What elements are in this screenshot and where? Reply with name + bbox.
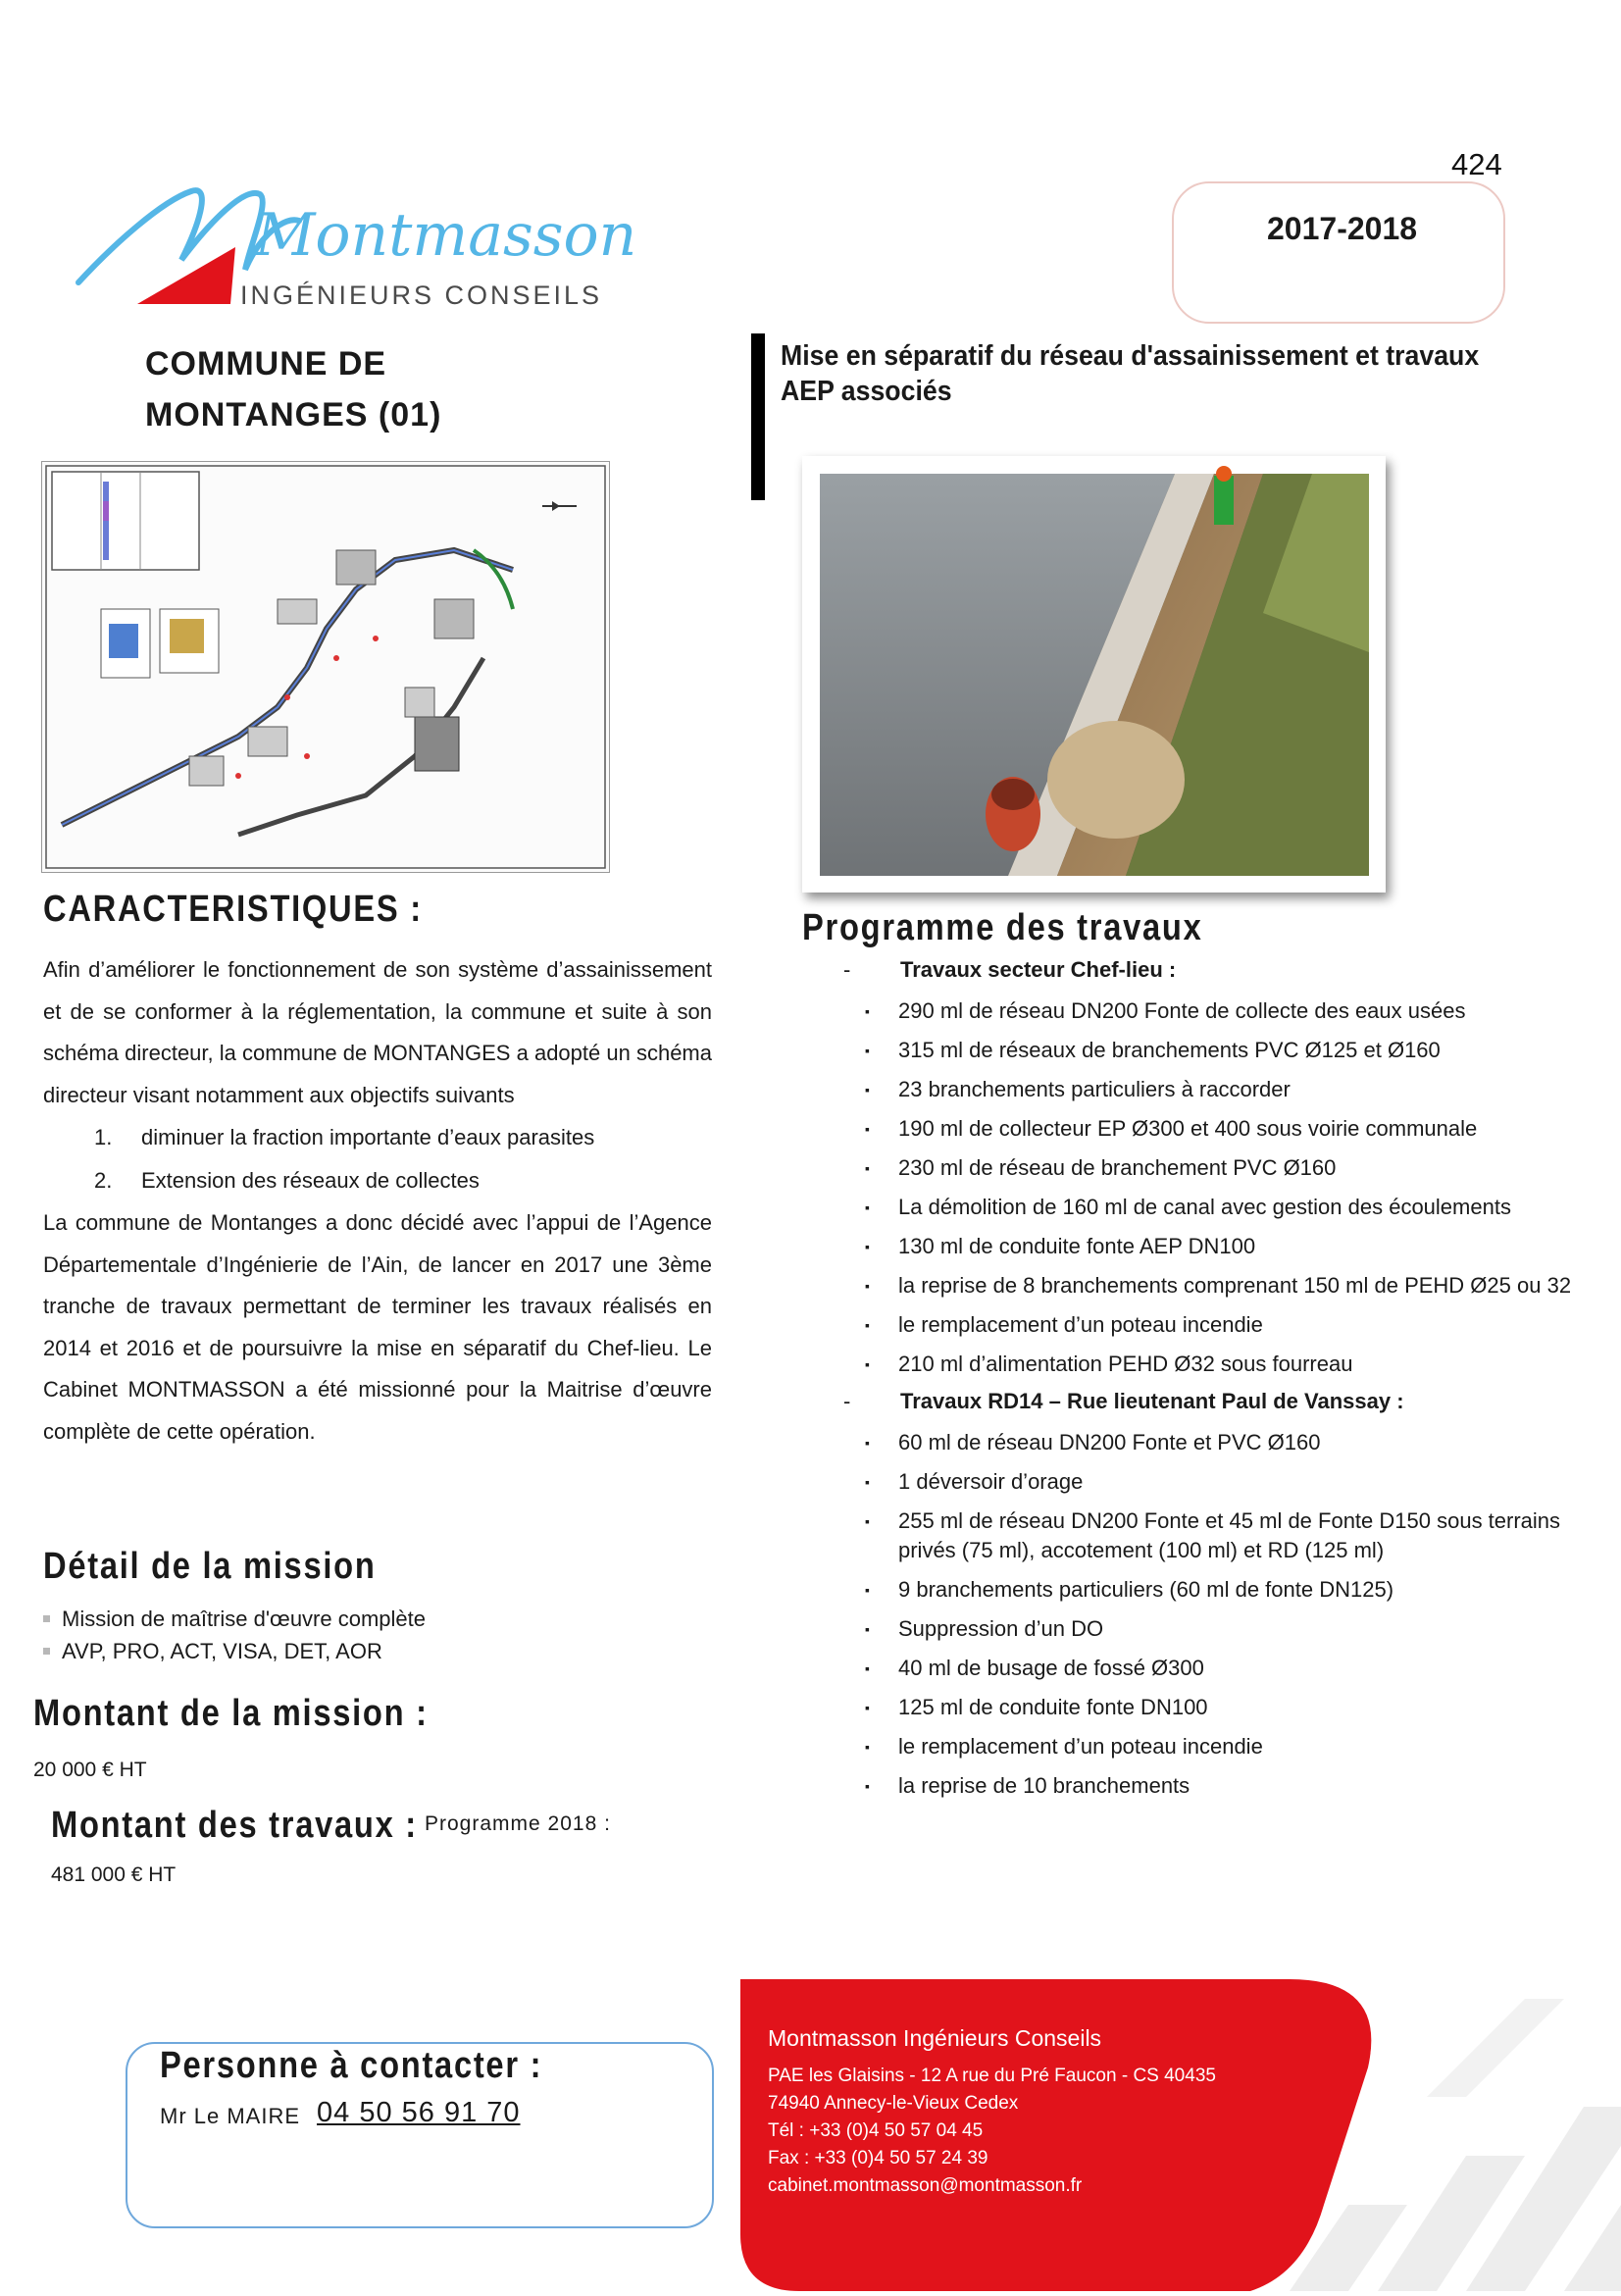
dash-icon: -: [843, 1389, 851, 1413]
objective-number: 2.: [94, 1168, 113, 1193]
programme-item-text: La démolition de 160 ml de canal avec gestion des écoulements: [898, 1195, 1511, 1219]
montant-mission-value: 20 000 € HT: [33, 1759, 147, 1781]
programme-item: [843, 1467, 1589, 1497]
programme-item: [843, 1654, 1589, 1683]
programme-item: [843, 1771, 1589, 1801]
programme-section-heading: [843, 957, 1589, 996]
bullet-icon: ▪: [865, 1043, 870, 1058]
mission-heading: Détail de la mission: [43, 1546, 377, 1587]
footer-phone-line: Tél : +33 (0)4 50 57 04 45: [768, 2120, 984, 2141]
mission-list: [43, 1603, 426, 1667]
page-number: 424: [1451, 147, 1502, 181]
programme-item: [843, 1350, 1589, 1379]
programme-section-heading: [843, 1389, 1589, 1428]
logo-subtitle: INGÉNIEURS CONSEILS: [240, 281, 603, 310]
footer-address-line: PAE les Glaisins - 12 A rue du Pré Faucon - CS 40435: [768, 2066, 1216, 2086]
montant-travaux-heading: Montant des travaux :: [51, 1805, 418, 1846]
programme-section-label: Travaux secteur Chef-lieu :: [900, 957, 1177, 982]
footer-address-line: 74940 Annecy-le-Vieux Cedex: [768, 2093, 1019, 2114]
programme-item-text: la reprise de 8 branchements comprenant 150 ml de PEHD Ø25 ou 32: [898, 1273, 1572, 1298]
bullet-icon: ▪: [865, 1278, 870, 1294]
programme-item-text: 23 branchements particuliers à raccorder: [898, 1077, 1291, 1101]
montant-travaux-value: 481 000 € HT: [51, 1863, 177, 1886]
commune-line-1: COMMUNE DE: [145, 345, 387, 383]
programme-item: [843, 1732, 1589, 1761]
footer-address: [768, 2063, 1216, 2200]
bullet-icon: ▪: [865, 1660, 870, 1676]
logo-wordmark: Montmasson: [255, 201, 637, 270]
commune-title: [145, 338, 441, 440]
bullet-icon: ▪: [865, 1239, 870, 1254]
programme-item: [843, 1075, 1589, 1104]
bullet-icon: ▪: [865, 1700, 870, 1715]
programme-item: [843, 1693, 1589, 1722]
footer-fax-line: Fax : +33 (0)4 50 57 24 39: [768, 2148, 988, 2168]
objective-item: [43, 1116, 712, 1159]
programme-item: [843, 1193, 1589, 1222]
programme-item: [843, 1271, 1589, 1301]
programme-item: [843, 1614, 1589, 1644]
programme-item-text: 190 ml de collecteur EP Ø300 et 400 sous voirie communale: [898, 1116, 1478, 1141]
contact-phone[interactable]: 04 50 56 91 70: [317, 2097, 521, 2128]
programme-item-text: la reprise de 10 branchements: [898, 1773, 1190, 1798]
bullet-icon: [43, 1615, 50, 1622]
site-plan-drawing: [42, 462, 609, 872]
caracteristiques-intro: Afin d’améliorer le fonctionnement de son système d’assainissement et de se conformer à la réglementation, la commune et suite à son schéma directeur, la commune de MONTANGES a adopté un schéma directeur visant notamment aux objectifs suivants: [43, 957, 712, 1107]
programme-item-text: 315 ml de réseaux de branchements PVC Ø125 et Ø160: [898, 1038, 1441, 1062]
montant-travaux-note: Programme 2018 :: [425, 1812, 611, 1835]
programme-item-text: 125 ml de conduite fonte DN100: [898, 1695, 1208, 1719]
programme-item-text: 40 ml de busage de fossé Ø300: [898, 1656, 1204, 1680]
programme-item-text: le remplacement d’un poteau incendie: [898, 1312, 1263, 1337]
bullet-icon: ▪: [865, 1435, 870, 1451]
bullet-icon: ▪: [865, 1003, 870, 1019]
bullet-icon: ▪: [865, 1474, 870, 1490]
project-title-bar: [751, 333, 765, 500]
programme-item: [843, 1232, 1589, 1261]
bullet-icon: ▪: [865, 1778, 870, 1794]
year-label: 2017-2018: [1267, 211, 1418, 246]
programme-item-text: 210 ml d’alimentation PEHD Ø32 sous fourreau: [898, 1352, 1353, 1376]
year-box: [1172, 181, 1505, 324]
programme-list: [843, 957, 1589, 1811]
bullet-icon: ▪: [865, 1356, 870, 1372]
bullet-icon: [43, 1648, 50, 1655]
mission-item: Mission de maîtrise d'œuvre complète: [43, 1603, 426, 1635]
programme-item-text: 1 déversoir d’orage: [898, 1469, 1084, 1494]
bullet-icon: ▪: [865, 1199, 870, 1215]
programme-section-label: Travaux RD14 – Rue lieutenant Paul de Vanssay :: [900, 1389, 1404, 1413]
footer-email-line[interactable]: cabinet.montmasson@montmasson.fr: [768, 2175, 1083, 2196]
montant-mission-heading: Montant de la mission :: [33, 1693, 429, 1734]
programme-item: [843, 1506, 1589, 1565]
programme-item: [843, 996, 1589, 1026]
bullet-icon: ▪: [865, 1582, 870, 1598]
bullet-icon: ▪: [865, 1160, 870, 1176]
trench-photo-graphic: [802, 456, 1386, 893]
bullet-icon: ▪: [865, 1317, 870, 1333]
programme-heading: Programme des travaux: [802, 907, 1203, 948]
caracteristiques-body: La commune de Montanges a donc décidé avec l’appui de l’Agence Départementale d’Ingénierie de l’Ain, de lancer en 2017 une 3ème tranche de travaux permettant de terminer les travaux réalisés en 2014 et 2016 et de poursuivre la mise en séparatif du Chef-lieu. Le Cabinet MONTMASSON a été missionné pour la Maitrise d’œuvre complète de cette opération.: [43, 1210, 712, 1444]
caracteristiques-heading: CARACTERISTIQUES :: [43, 889, 423, 930]
programme-item-text: 9 branchements particuliers (60 ml de fonte DN125): [898, 1577, 1394, 1602]
programme-item-text: 230 ml de réseau de branchement PVC Ø160: [898, 1155, 1337, 1180]
programme-item: [843, 1310, 1589, 1340]
programme-item: [843, 1575, 1589, 1605]
programme-item-text: 255 ml de réseau DN200 Fonte et 45 ml de Fonte D150 sous terrains privés (75 ml), accotement (100 ml) et RD (125 ml): [898, 1508, 1561, 1562]
programme-item: [843, 1036, 1589, 1065]
programme-item-text: 60 ml de réseau DN200 Fonte et PVC Ø160: [898, 1430, 1321, 1454]
contact-heading: Personne à contacter :: [160, 2045, 543, 2086]
programme-item: [843, 1114, 1589, 1144]
programme-item-text: 130 ml de conduite fonte AEP DN100: [898, 1234, 1256, 1258]
contact-name: Mr Le MAIRE: [160, 2104, 301, 2128]
mission-item: AVP, PRO, ACT, VISA, DET, AOR: [43, 1635, 426, 1667]
programme-item: [843, 1428, 1589, 1457]
bullet-icon: ▪: [865, 1121, 870, 1137]
objective-number: 1.: [94, 1125, 113, 1149]
programme-item-text: 290 ml de réseau DN200 Fonte de collecte des eaux usées: [898, 998, 1466, 1023]
bullet-icon: ▪: [865, 1621, 870, 1637]
bullet-icon: ▪: [865, 1513, 870, 1529]
commune-line-2: MONTANGES (01): [145, 396, 442, 434]
dash-icon: -: [843, 957, 851, 982]
project-title: Mise en séparatif du réseau d'assainissement et travaux AEP associés: [781, 340, 1480, 407]
site-plan-image: [41, 461, 610, 873]
bullet-icon: ▪: [865, 1739, 870, 1755]
programme-item-text: le remplacement d’un poteau incendie: [898, 1734, 1263, 1759]
trench-photo: [802, 456, 1386, 893]
objective-text: Extension des réseaux de collectes: [141, 1168, 480, 1193]
programme-item: [843, 1153, 1589, 1183]
footer-company-name: Montmasson Ingénieurs Conseils: [768, 2025, 1102, 2051]
objective-text: diminuer la fraction importante d’eaux parasites: [141, 1125, 595, 1149]
caracteristiques-text: [43, 949, 712, 1453]
objective-item: [43, 1159, 712, 1202]
bullet-icon: ▪: [865, 1082, 870, 1097]
programme-item-text: Suppression d’un DO: [898, 1616, 1104, 1641]
